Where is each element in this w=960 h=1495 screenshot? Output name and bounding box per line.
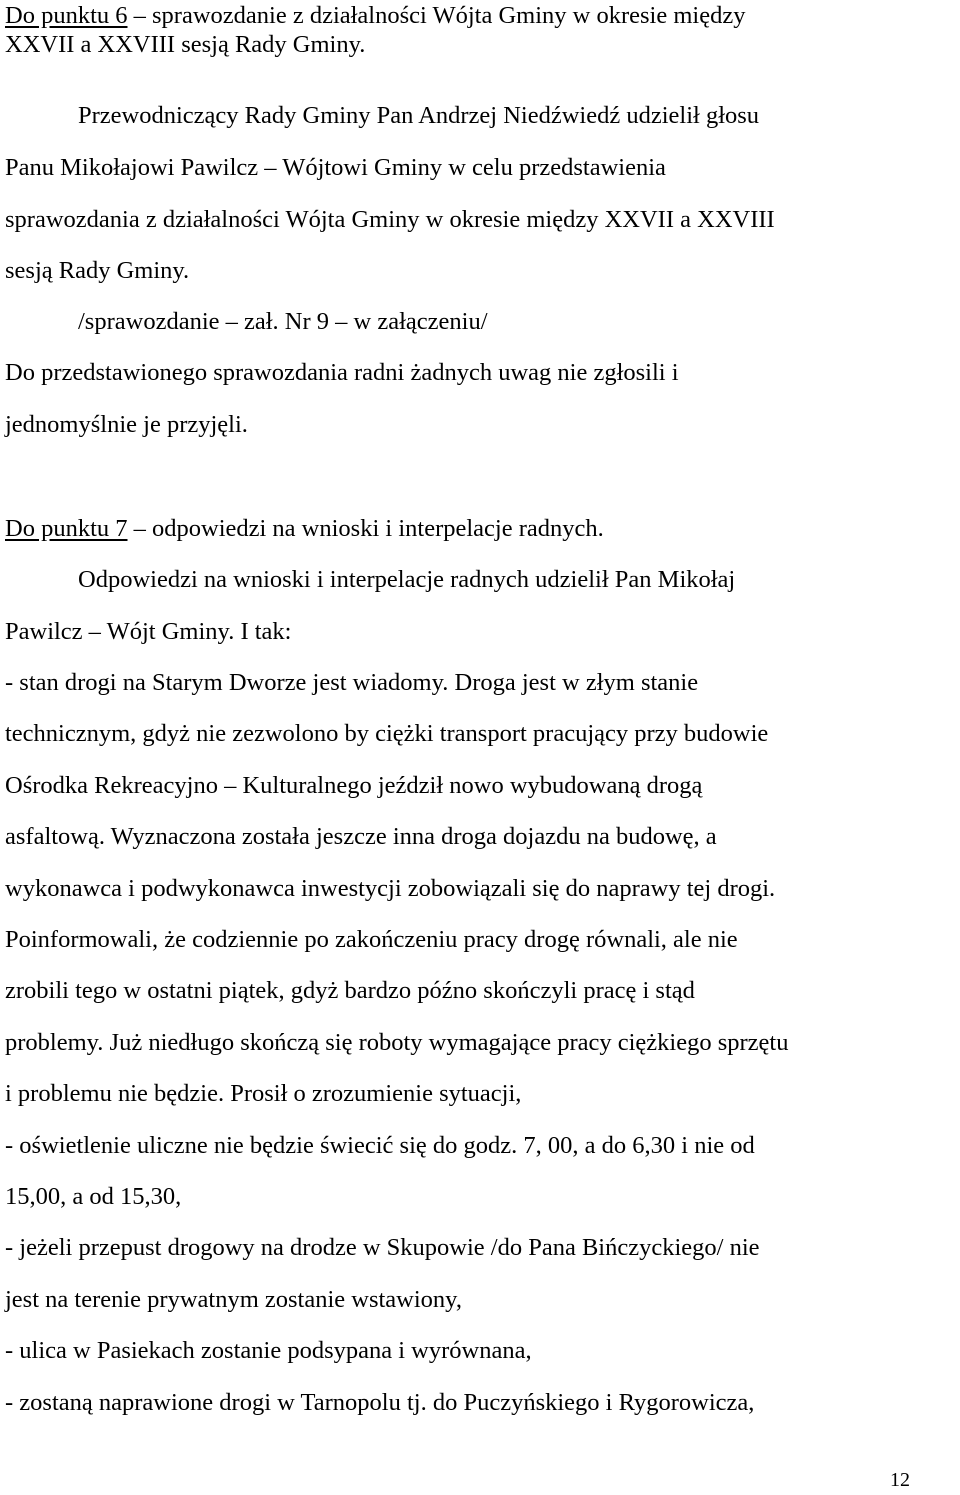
section-7-heading-text: – odpowiedzi na wnioski i interpelacje radnych. [127, 515, 604, 542]
list-item: - ulica w Pasiekach zostanie podsypana i wyrównana, [5, 1337, 532, 1364]
paragraph-line: Ośrodka Rekreacyjno – Kulturalnego jeździł nowo wybudowaną drogą [5, 772, 703, 799]
list-item: - stan drogi na Starym Dworze jest wiadomy. Droga jest w złym stanie [5, 669, 699, 696]
paragraph-line: sesją Rady Gminy. [5, 257, 190, 284]
section-6-heading-text: – sprawozdanie z działalności Wójta Gminy w okresie między [127, 2, 746, 29]
section-6-heading-label: Do punktu 6 [5, 2, 128, 29]
section-6-heading [5, 1, 745, 31]
paragraph-line: Poinformowali, że codziennie po zakończeniu pracy drogę równali, ale nie [5, 926, 738, 953]
section-7-heading-label: Do punktu 7 [5, 515, 128, 542]
list-item: - zostaną naprawione drogi w Tarnopolu tj. do Puczyńskiego i Rygorowicza, [5, 1389, 755, 1416]
attachment-note: /sprawozdanie – zał. Nr 9 – w załączeniu/ [78, 308, 488, 335]
paragraph-line: jednomyślnie je przyjęli. [5, 411, 248, 438]
paragraph-line: sprawozdania z działalności Wójta Gminy w okresie między XXVII a XXVIII [5, 206, 775, 233]
paragraph-line: 15,00, a od 15,30, [5, 1183, 182, 1210]
paragraph-line: Przewodniczący Rady Gminy Pan Andrzej Niedźwiedź udzielił głosu [78, 102, 760, 129]
paragraph-line: Panu Mikołajowi Pawilcz – Wójtowi Gminy w celu przedstawienia [5, 154, 666, 181]
paragraph-line: zrobili tego w ostatni piątek, gdyż bardzo późno skończyli pracę i stąd [5, 977, 695, 1004]
list-item: - oświetlenie uliczne nie będzie świecić się do godz. 7, 00, a do 6,30 i nie od [5, 1132, 755, 1159]
paragraph-line: Do przedstawionego sprawozdania radni żadnych uwag nie zgłosili i [5, 359, 679, 386]
section-6-heading-line-2: XXVII a XXVIII sesją Rady Gminy. [5, 31, 366, 58]
section-7-heading [5, 514, 604, 544]
paragraph-line: wykonawca i podwykonawca inwestycji zobowiązali się do naprawy tej drogi. [5, 875, 776, 902]
paragraph-line: asfaltową. Wyznaczona została jeszcze inna droga dojazdu na budowę, a [5, 823, 717, 850]
list-item: - jeżeli przepust drogowy na drodze w Skupowie /do Pana Bińczyckiego/ nie [5, 1234, 760, 1261]
page-number: 12 [890, 1469, 910, 1491]
paragraph-line: problemy. Już niedługo skończą się roboty wymagające pracy ciężkiego sprzętu [5, 1029, 789, 1056]
paragraph-line: jest na terenie prywatnym zostanie wstawiony, [5, 1286, 462, 1313]
paragraph-line: technicznym, gdyż nie zezwolono by ciężki transport pracujący przy budowie [5, 720, 769, 747]
paragraph-line: Pawilcz – Wójt Gminy. I tak: [5, 618, 292, 645]
paragraph-line: i problemu nie będzie. Prosił o zrozumienie sytuacji, [5, 1080, 522, 1107]
paragraph-line: Odpowiedzi na wnioski i interpelacje radnych udzielił Pan Mikołaj [78, 566, 736, 593]
